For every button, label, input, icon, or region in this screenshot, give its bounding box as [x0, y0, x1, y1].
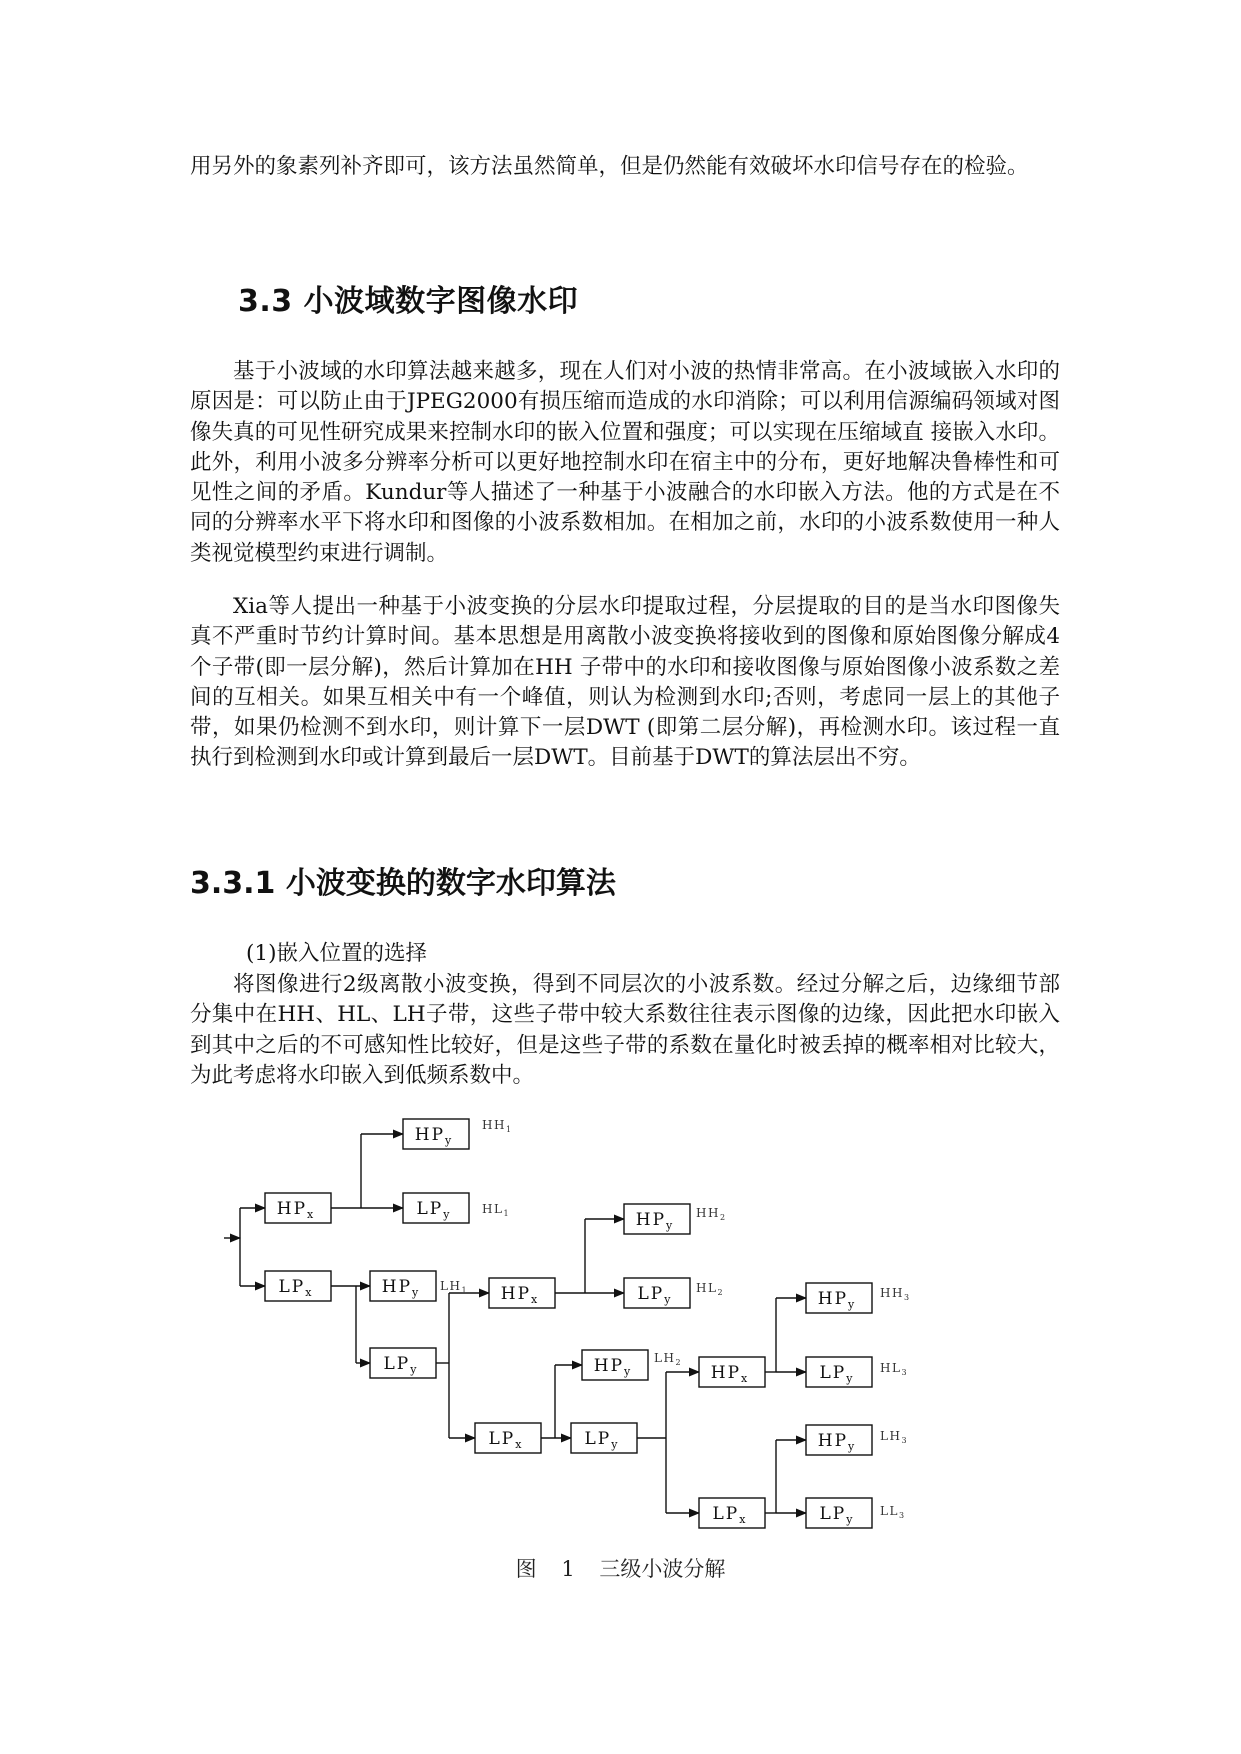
paragraph-2: Xia等人提出一种基于小波变换的分层水印提取过程，分层提取的目的是当水印图像失真不严重时节约计算时间。基本思想是用离散小波变换将接收到的图像和原始图像分解成4个子带(即一层分解)，然后计算加在HH 子带中的水印和接收图像与原始图像小波系数之差间的互相关。如果互相关中有一个峰值，则认为检测到水印;否则，考虑同一层上的其他子带，如果仍检测不到水印，则计算下一层DWT (即第二层分解)，再检测水印。该过程一直执行到检测到水印或计算到最后一层DWT。目前基于DWT的算法层出不穷。	[190, 594, 1060, 771]
paragraph-1: 基于小波域的水印算法越来越多，现在人们对小波的热情非常高。在小波域嵌入水印的原因是：可以防止由于JPEG2000有损压缩而造成的水印消除；可以利用信源编码领域对图像失真的可见性研究成果来控制水印的嵌入位置和强度；可以实现在压缩域直 接嵌入水印。此外，利用小波多分辨率分析可以更好地控制水印在宿主中的分布，更好地解决鲁棒性和可见性之间的矛盾。Kundur等人描述了一种基于小波融合的水印嵌入方法。他的方式是在不同的分辨率水平下将水印和图像的小波系数相加。在相加之前，水印的小波系数使用一种人类视觉模型约束进行调制。	[190, 359, 1060, 566]
filter-hpx-level3	[699, 1357, 765, 1387]
svg-text:LPy: $LP_y$	[819, 1363, 855, 1385]
svg-text:LPx: $LP_x$	[488, 1429, 524, 1451]
filter-lpy-hl2	[624, 1278, 690, 1308]
svg-text:LPy: $LP_y$	[584, 1429, 620, 1451]
filter-lpx-level1	[265, 1271, 331, 1301]
filter-lpy-ll2	[571, 1423, 637, 1453]
filter-hpy-hh1	[403, 1119, 469, 1149]
svg-text:LPx: $LP_x$	[712, 1504, 748, 1526]
svg-text:LPy: $LP_y$	[819, 1504, 855, 1526]
svg-text:LPx: $LP_x$	[278, 1277, 314, 1299]
svg-text:HPy: $HP_y$	[593, 1356, 633, 1378]
output-label-hh3: $HH_3$	[880, 1286, 911, 1302]
svg-text:HPx: $HP_x$	[276, 1199, 316, 1221]
filter-lpx-level3	[699, 1498, 765, 1528]
filter-hpy-lh2	[582, 1350, 648, 1380]
output-label-ll3: $LL_3$	[880, 1504, 906, 1520]
item-1-title: (1)嵌入位置的选择	[246, 941, 427, 966]
filter-lpy-ll3	[806, 1498, 872, 1528]
output-label-hl2: $HL_2$	[696, 1281, 725, 1297]
filter-hpy-hh2	[624, 1204, 690, 1234]
figure-caption: 图 1 三级小波分解	[515, 1557, 726, 1581]
filter-hpy-lh1	[370, 1271, 436, 1301]
section-heading: 3.3 小波域数字图像水印	[238, 284, 579, 319]
filter-hpy-hh3	[806, 1283, 872, 1313]
output-label-lh1: $LH_1$	[440, 1279, 469, 1295]
output-label-lh3: $LH_3$	[880, 1429, 909, 1445]
svg-text:HPy: $HP_y$	[635, 1210, 675, 1232]
svg-text:LPy: $LP_y$	[383, 1354, 419, 1376]
svg-text:LPy: $LP_y$	[416, 1199, 452, 1221]
output-label-lh2: $LH_2$	[654, 1351, 683, 1367]
top-paragraph: 用另外的象素列补齐即可，该方法虽然简单，但是仍然能有效破坏水印信号存在的检验。	[190, 154, 1029, 179]
filter-lpx-level2	[475, 1423, 541, 1453]
subsection-heading: 3.3.1 小波变换的数字水印算法	[190, 866, 616, 901]
filter-hpx-level1	[265, 1193, 331, 1223]
output-label-hl3: $HL_3$	[880, 1361, 909, 1377]
paragraph-3: 将图像进行2级离散小波变换，得到不同层次的小波系数。经过分解之后，边缘细节部分集中在HH、HL、LH子带，这些子带中较大系数往往表示图像的边缘，因此把水印嵌入到其中之后的不可感知性比较好，但是这些子带的系数在量化时被丢掉的概率相对比较大，为此考虑将水印嵌入到低频系数中。	[190, 972, 1060, 1088]
svg-text:HPy: $HP_y$	[817, 1289, 857, 1311]
filter-lpy-hl3	[806, 1357, 872, 1387]
svg-text:HPy: $HP_y$	[414, 1125, 454, 1147]
filter-hpx-level2	[489, 1278, 555, 1308]
svg-text:LPy: $LP_y$	[637, 1284, 673, 1306]
output-label-hh1: $HH_1$	[482, 1118, 513, 1134]
filter-lpy-hl1	[403, 1193, 469, 1223]
svg-text:HPx: $HP_x$	[710, 1363, 750, 1385]
filter-hpy-lh3	[806, 1425, 872, 1455]
output-label-hh2: $HH_2$	[696, 1206, 727, 1222]
svg-text:HPx: $HP_x$	[500, 1284, 540, 1306]
filter-lpy-ll1	[370, 1348, 436, 1378]
svg-text:HPy: $HP_y$	[817, 1431, 857, 1453]
output-label-hl1: $HL_1$	[482, 1202, 511, 1218]
svg-text:HPy: $HP_y$	[381, 1277, 421, 1299]
